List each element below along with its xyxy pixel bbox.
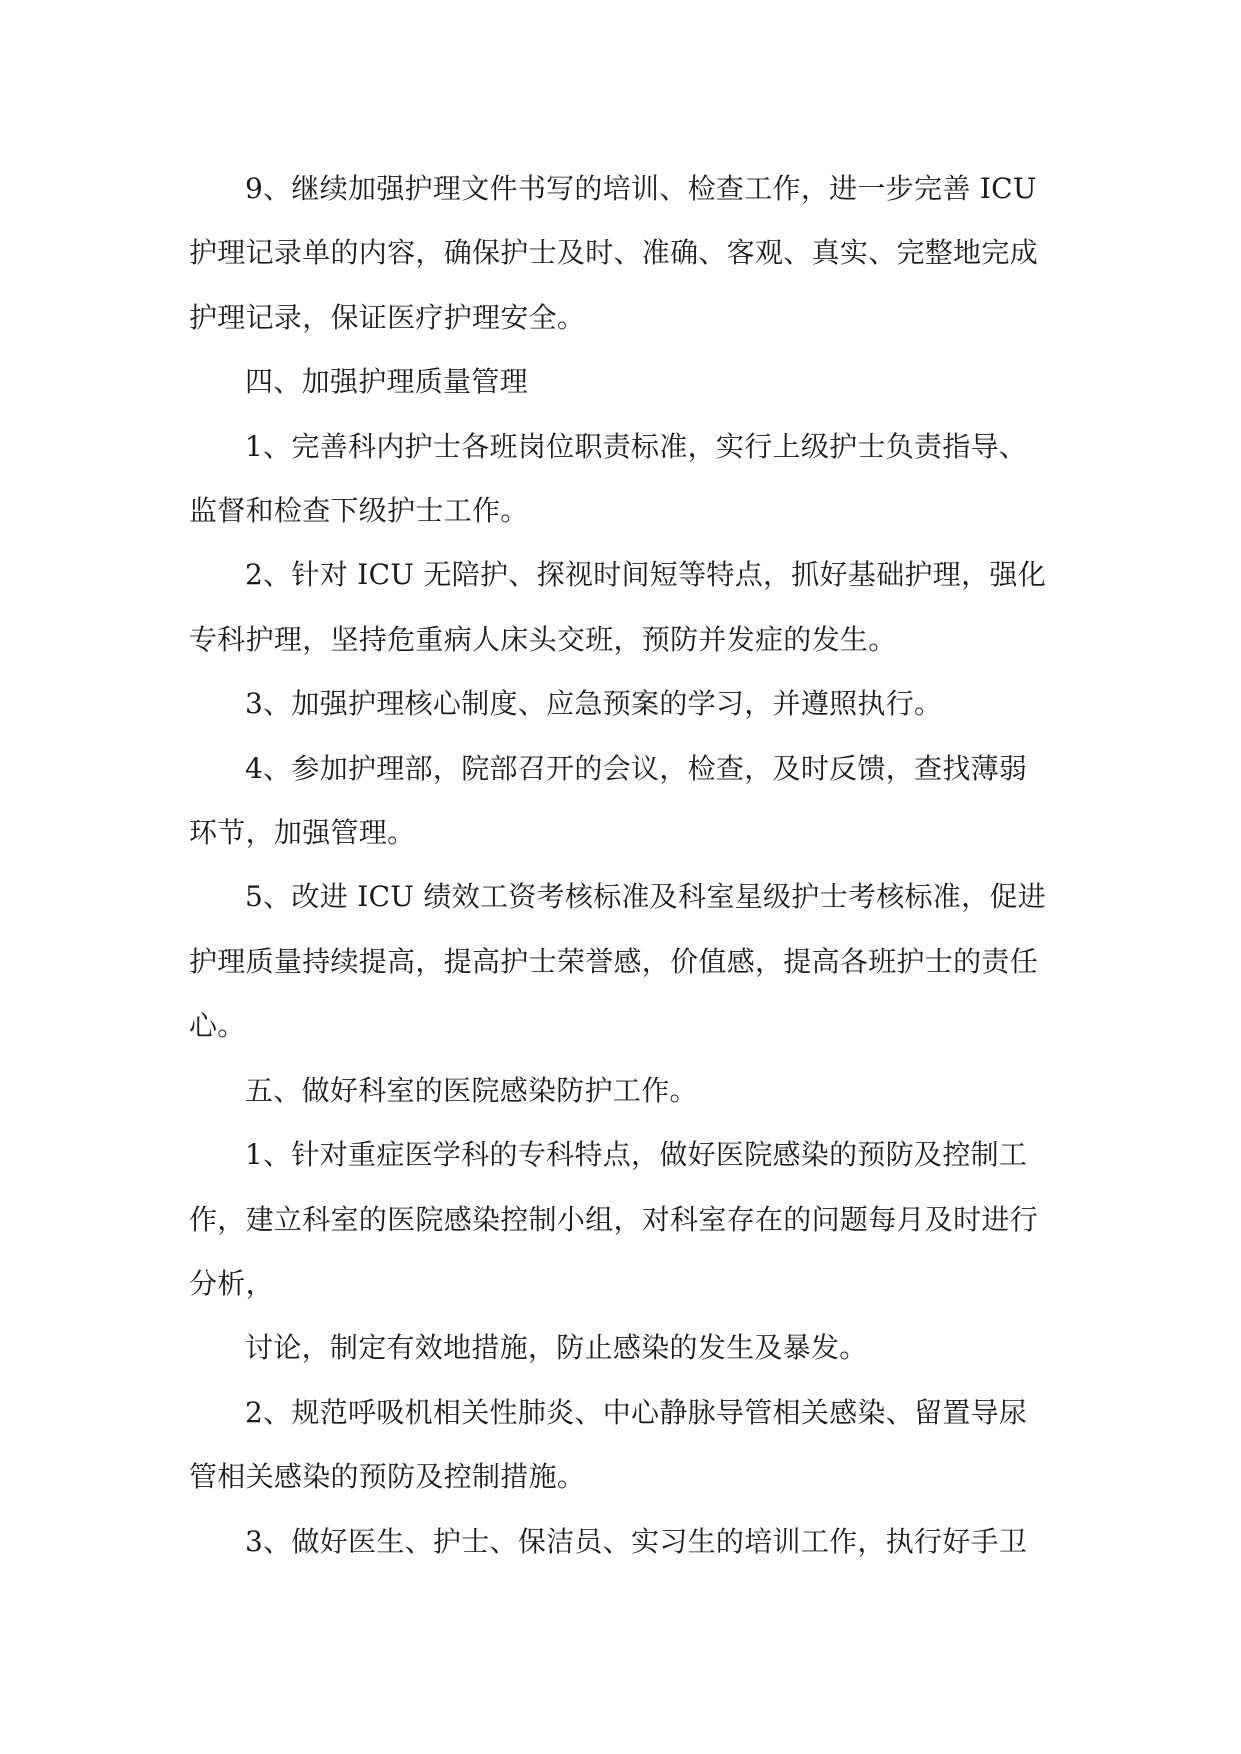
paragraph-item-3: 3、做好医生、护士、保洁员、实习生的培训工作，执行好手卫	[245, 1524, 1028, 1558]
paragraph-item-1: 1、完善科内护士各班岗位职责标准，实行上级护士负责指导、 监督和检查下级护士工作。	[189, 429, 1028, 528]
paragraph-item-3: 3、加强护理核心制度、应急预案的学习，并遵照执行。	[245, 687, 943, 721]
paragraph-item-2: 2、规范呼吸机相关性肺炎、中心静脉导管相关感染、留置导尿 管相关感染的预防及控制措施。	[189, 1395, 1028, 1494]
paragraph-item-1: 1、针对重症医学科的专科特点，做好医院感染的预防及控制工 作，建立科室的医院感染控制小组，对科室存在的问题每月及时进行 分析，	[189, 1138, 1039, 1300]
document-body	[189, 157, 1051, 1574]
paragraph-item-5: 5、改进 ICU 绩效工资考核标准及科室星级护士考核标准，促进 护理质量持续提高，提高护士荣誉感，价值感，提高各班护士的责任 心。	[189, 880, 1046, 1043]
paragraph-item-4: 4、参加护理部，院部召开的会议，检查，及时反馈，查找薄弱 环节，加强管理。	[189, 751, 1028, 850]
section-heading-4: 四、加强护理质量管理	[245, 365, 529, 399]
paragraph-continuation: 讨论，制定有效地措施，防止感染的发生及暴发。	[245, 1331, 868, 1365]
section-heading-5: 五、做好科室的医院感染防护工作。	[245, 1073, 698, 1107]
paragraph-item-2: 2、针对 ICU 无陪护、探视时间短等特点，抓好基础护理，强化 专科护理，坚持危重病人床头交班，预防并发症的发生。	[189, 558, 1046, 656]
paragraph-item-9: 9、继续加强护理文件书写的培训、检查工作，进一步完善 ICU 护理记录单的内容，确保护士及时、准确、客观、真实、完整地完成 护理记录，保证医疗护理安全。	[189, 172, 1039, 334]
